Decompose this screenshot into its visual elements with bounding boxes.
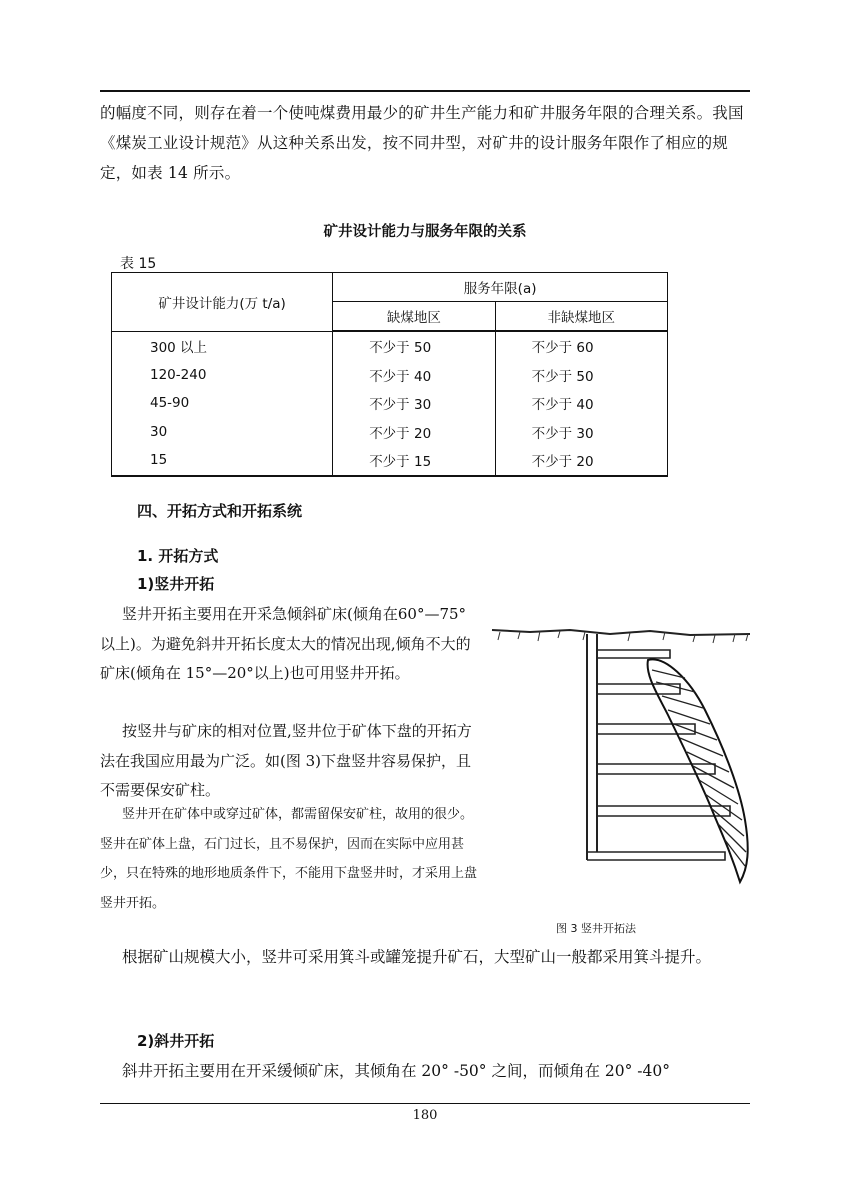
table-row <box>112 418 668 447</box>
ground-surface <box>492 630 750 635</box>
section-heading: 四、开拓方式和开拓系统 <box>137 502 303 520</box>
header-capacity: 矿井设计能力(万 t/a) <box>112 273 333 332</box>
table-row <box>112 361 668 390</box>
vertical-shaft-paragraph-3: 竖井开在矿体中或穿过矿体，都需留保安矿柱，故用的很少。竖井在矿体上盘，石门过长，且不易保护，因而在实际中应用甚少，只在特殊的地形地质条件下，不能用下盘竖井时，才采用上盘竖井开拓。 <box>100 807 478 911</box>
cell-non-deficit: 不少于 30 <box>495 418 667 447</box>
cell-capacity: 30 <box>112 418 333 447</box>
cell-deficit: 不少于 20 <box>333 418 495 447</box>
cell-capacity: 45-90 <box>112 389 333 418</box>
table-row <box>112 446 668 476</box>
vertical-shaft-diagram <box>490 620 760 885</box>
table-label: 表 15 <box>120 256 157 272</box>
service-life-table <box>111 272 668 477</box>
cell-deficit: 不少于 40 <box>333 361 495 390</box>
subheading-inclined-shaft: 2)斜井开拓 <box>137 1032 215 1050</box>
crosscut-levels <box>587 650 730 860</box>
cell-deficit: 不少于 15 <box>333 446 495 476</box>
vertical-shaft-paragraph-1: 竖井开拓主要用在开采急倾斜矿床(倾角在60°—75°以上)。为避免斜井开拓长度太大的情况出现,倾角不大的矿床(倾角在 15°—20°以上)也可用竖井开拓。 <box>100 605 471 682</box>
cell-non-deficit: 不少于 20 <box>495 446 667 476</box>
vertical-shaft-paragraph-2: 按竖井与矿床的相对位置,竖井位于矿体下盘的开拓方法在我国应用最为广泛。如(图 3)下盘竖井容易保护，且不需要保安矿柱。 <box>100 722 472 799</box>
cell-capacity: 300 以上 <box>112 331 333 361</box>
intro-paragraph: 的幅度不同，则存在着一个使吨煤费用最少的矿井生产能力和矿井服务年限的合理关系。我国《煤炭工业设计规范》从这种关系出发，按不同井型，对矿井的设计服务年限作了相应的规定，如表 14 所示。 <box>100 104 744 182</box>
table-title: 矿井设计能力与服务年限的关系 <box>323 224 527 240</box>
cell-non-deficit: 不少于 50 <box>495 361 667 390</box>
cell-capacity: 15 <box>112 446 333 476</box>
header-deficit-region: 缺煤地区 <box>333 302 495 332</box>
footer-rule <box>100 1103 750 1104</box>
cell-deficit: 不少于 50 <box>333 331 495 361</box>
header-service-life: 服务年限(a) <box>333 273 668 302</box>
table-row <box>112 389 668 418</box>
cell-non-deficit: 不少于 40 <box>495 389 667 418</box>
after-figure-paragraph: 根据矿山规模大小，竖井可采用箕斗或罐笼提升矿石，大型矿山一般都采用箕斗提升。 <box>122 948 712 966</box>
cell-deficit: 不少于 30 <box>333 389 495 418</box>
page-number: 180 <box>412 1108 438 1123</box>
subheading-development-methods: 1. 开拓方式 <box>137 547 219 565</box>
cell-capacity: 120-240 <box>112 361 333 390</box>
inclined-shaft-paragraph: 斜井开拓主要用在开采缓倾矿床，其倾角在 20° -50° 之间，而倾角在 20° -40° <box>122 1062 671 1080</box>
ore-body <box>648 659 748 882</box>
header-non-deficit-region: 非缺煤地区 <box>495 302 667 332</box>
subheading-vertical-shaft: 1)竖井开拓 <box>137 575 215 593</box>
figure-caption: 图 3 竖井开拓法 <box>556 922 636 935</box>
header-rule <box>100 90 750 92</box>
table-row <box>112 331 668 361</box>
cell-non-deficit: 不少于 60 <box>495 331 667 361</box>
